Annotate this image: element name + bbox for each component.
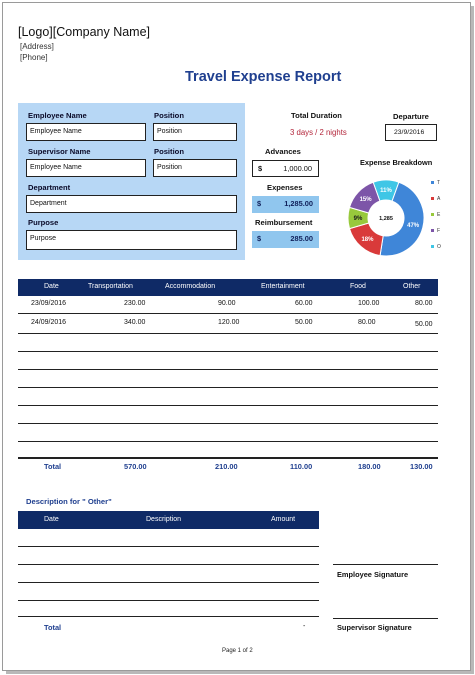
supervisor-name-field[interactable]: Employee Name bbox=[26, 159, 146, 177]
supervisor-position-label: Position bbox=[154, 147, 184, 156]
other-total-value: - bbox=[303, 623, 306, 630]
row-divider bbox=[18, 333, 438, 334]
reimbursement-box bbox=[252, 231, 319, 248]
legend-entry: T bbox=[437, 180, 441, 186]
company-address: [Address] bbox=[20, 42, 54, 51]
row-divider bbox=[18, 564, 319, 565]
legend-swatch bbox=[431, 181, 434, 184]
employee-signature-label: Employee Signature bbox=[337, 570, 409, 579]
col-entertainment: Entertainment bbox=[261, 283, 305, 290]
employee-info-panel bbox=[18, 103, 245, 260]
col-date: Date bbox=[44, 283, 59, 290]
legend-entry: O bbox=[437, 244, 441, 250]
cell-accommodation: 90.00 bbox=[218, 300, 236, 307]
document-page bbox=[2, 2, 471, 671]
row-divider bbox=[18, 441, 438, 442]
col-food: Food bbox=[350, 283, 366, 290]
cell-transportation: 230.00 bbox=[124, 300, 146, 307]
total-label: Total bbox=[44, 462, 62, 471]
legend-swatch bbox=[431, 245, 434, 248]
row-divider bbox=[18, 351, 438, 352]
row-divider bbox=[18, 582, 319, 583]
legend-swatch bbox=[431, 213, 434, 216]
cell-food: 100.00 bbox=[358, 300, 380, 307]
company-phone: [Phone] bbox=[20, 53, 48, 62]
supervisor-signature-label: Supervisor Signature bbox=[337, 623, 412, 632]
cell-other: 80.00 bbox=[415, 300, 433, 307]
cell-other: 50.00 bbox=[415, 321, 433, 328]
pie-center-label: 1,285 bbox=[379, 216, 393, 222]
purpose-field[interactable]: Purpose bbox=[26, 230, 237, 250]
table-row[interactable] bbox=[18, 314, 438, 333]
cell-date: 24/09/2016 bbox=[31, 319, 67, 326]
cell-accommodation: 120.00 bbox=[218, 319, 240, 326]
pie-slice-label: 18% bbox=[361, 237, 374, 244]
departure-field[interactable]: 23/9/2016 bbox=[385, 124, 437, 141]
expenses-currency: $ bbox=[257, 199, 262, 208]
col-other: Other bbox=[403, 283, 421, 290]
row-divider bbox=[18, 616, 319, 617]
reimbursement-currency: $ bbox=[257, 234, 262, 243]
advances-currency: $ bbox=[258, 164, 263, 173]
row-divider bbox=[18, 369, 438, 370]
expenses-box bbox=[252, 196, 319, 213]
row-divider bbox=[18, 405, 438, 406]
logo-company-name: [Logo][Company Name] bbox=[18, 25, 151, 39]
other-description-title: Description for " Other" bbox=[26, 497, 112, 506]
row-divider bbox=[18, 546, 319, 547]
col-accommodation: Accommodation bbox=[165, 283, 216, 290]
expense-table-header bbox=[18, 279, 438, 296]
department-label: Department bbox=[28, 183, 71, 192]
employee-name-label: Employee Name bbox=[28, 111, 87, 120]
total-duration-label: Total Duration bbox=[291, 111, 342, 120]
cell-transportation: 340.00 bbox=[124, 319, 146, 326]
other-total-label: Total bbox=[44, 623, 62, 632]
legend-swatch bbox=[431, 197, 434, 200]
reimbursement-label: Reimbursement bbox=[255, 218, 313, 227]
departure-label: Departure bbox=[393, 112, 429, 121]
supervisor-position-field[interactable]: Position bbox=[153, 159, 237, 177]
expense-breakdown-chart bbox=[341, 173, 431, 263]
purpose-label: Purpose bbox=[28, 218, 59, 227]
legend-entry: F bbox=[437, 228, 441, 234]
total-food: 180.00 bbox=[358, 462, 381, 471]
employee-name-field[interactable]: Employee Name bbox=[26, 123, 146, 141]
legend-entry: E bbox=[437, 212, 441, 218]
position-label: Position bbox=[154, 111, 184, 120]
chart-legend bbox=[431, 175, 443, 255]
other-col-date: Date bbox=[44, 516, 59, 523]
legend-swatch bbox=[431, 229, 434, 232]
row-divider bbox=[18, 423, 438, 424]
other-table-header bbox=[18, 511, 319, 529]
table-row[interactable] bbox=[18, 296, 438, 313]
total-transportation: 570.00 bbox=[124, 462, 147, 471]
supervisor-signature-line bbox=[333, 618, 438, 619]
advances-value: 1,000.00 bbox=[283, 164, 312, 173]
pie-slice-label: 47% bbox=[407, 222, 420, 229]
other-col-description: Description bbox=[146, 516, 182, 523]
expenses-value: 1,285.00 bbox=[284, 199, 313, 208]
cell-date: 23/09/2016 bbox=[31, 300, 67, 307]
advances-label: Advances bbox=[265, 147, 301, 156]
cell-entertainment: 60.00 bbox=[295, 300, 313, 307]
pie-slice-label: 15% bbox=[359, 196, 372, 203]
cell-entertainment: 50.00 bbox=[295, 319, 313, 326]
expenses-label: Expenses bbox=[267, 183, 303, 192]
legend-entry: A bbox=[437, 196, 441, 202]
page-number: Page 1 of 2 bbox=[222, 648, 253, 654]
advances-box[interactable] bbox=[252, 160, 319, 177]
row-divider bbox=[18, 600, 319, 601]
report-title: Travel Expense Report bbox=[185, 69, 342, 85]
total-duration-value: 3 days / 2 nights bbox=[290, 128, 347, 137]
total-other: 130.00 bbox=[410, 462, 433, 471]
total-divider bbox=[18, 457, 438, 459]
total-entertainment: 110.00 bbox=[290, 462, 313, 471]
cell-food: 80.00 bbox=[358, 319, 376, 326]
row-divider bbox=[18, 387, 438, 388]
position-field[interactable]: Position bbox=[153, 123, 237, 141]
col-transportation: Transportation bbox=[88, 283, 133, 290]
employee-signature-line bbox=[333, 564, 438, 565]
pie-slice-label: 9% bbox=[353, 216, 363, 222]
page-shadow-right bbox=[471, 6, 474, 673]
department-field[interactable]: Department bbox=[26, 195, 237, 213]
page-shadow-bottom bbox=[6, 671, 474, 674]
chart-title: Expense Breakdown bbox=[360, 158, 433, 167]
other-col-amount: Amount bbox=[271, 516, 296, 523]
supervisor-name-label: Supervisor Name bbox=[28, 147, 91, 156]
total-accommodation: 210.00 bbox=[215, 462, 238, 471]
pie-slice-label: 11% bbox=[380, 188, 392, 194]
reimbursement-value: 285.00 bbox=[290, 234, 313, 243]
